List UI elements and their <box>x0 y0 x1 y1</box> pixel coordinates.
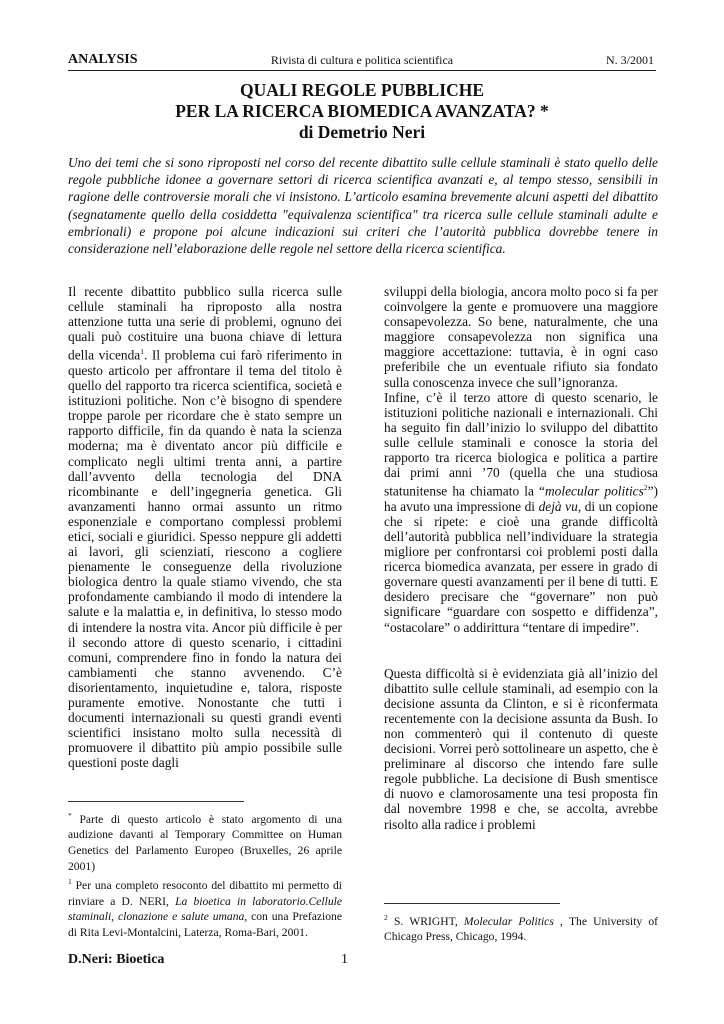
article-title <box>68 80 656 143</box>
footnote-ref: 1 <box>140 347 144 357</box>
running-header <box>68 52 656 71</box>
footnote-rule <box>384 903 560 904</box>
paragraph: Infine, c’è il terzo attore di questo scenario, le istituzioni politiche nazionali e internazionali. Chi ha seguito fin dall’inizio lo sviluppo del dibattito sulle cellule staminali e conosce la storia del rapporto tra ricerca biologica e politica a partire dai primi anni ’70 (quella che una studiosa statunitense ha chiamato la “molecular politics$^2$”) ha avuto una impressione di dejà vu, di un copione che si ripete: e cioè una grande difficoltà dell’autorità pubblica nell’individuare la strategia migliore per confrontarsi coi problemi posti dalla ricerca biomedica avanzata, per essere in grado di governare questi avanzamenti per il bene di tutti. E desidero precisare che “governare” non può significare “guardare con sospetto e diffidenza”, “ostacolare” o addirittura “tentare di impedire”. <box>384 389 659 635</box>
paragraph: Il recente dibattito pubblico sulla ricerca sulle cellule staminali ha riproposto alla nostra attenzione tutta una serie di problemi, ognuno dei quali può costituire una buona chiave di lettura della vicenda$^1$. Il problema cui farò riferimento in questo articolo per affrontare il tema del titolo è quello del rapporto tra ricerca scientifica, società e istituzioni politiche. Non c’è bisogno di spendere troppe parole per ricordare che è stato sempre un rapporto difficile, fin da quando è nata la scienza moderna; ma è diventato ancor più difficile e complicato negli ultimi trenta anni, a partire dall’avvento della tecnologia del DNA ricombinante e dell’ingegneria genetica. Gli avanzamenti hanno ormai assunto un ritmo esponenziale e comportano complessi problemi etici, sociali e giuridici. Spesso neppure gli addetti ai lavori, gli scienziati, riescono a cogliere pienamente le conseguenze della rivoluzione biologica dentro la quale stiamo vivendo, che sta profondamente cambiando il modo di intendere la salute e la malattia e, in definitiva, lo stesso modo di intendere la nostra vita. Ancor più difficile è per il secondo attore di questo scenario, i cittadini comuni, comprendere fino in fondo la natura dei cambiamenti che stanno avvenendo. C’è disorientamento, inquietudine e, talora, risposte puramente emotive. Nonostante che tutti i documenti internazionali su questi grandi eventi scientifici insistano molto sulla necessità di promuovere il dibattito più ampio possibile sulle questioni poste dagli <box>68 284 343 771</box>
journal-name: ANALYSIS <box>68 52 138 67</box>
paragraph: sviluppi della biologia, ancora molto poco si fa per coinvolgere la gente e promuovere una maggiore consapevolezza. So bene, naturalmente, che una maggiore consapevolezza non significa una maggiore accettazione: tuttavia, è in ogni caso preferibile che un eventuale rifiuto sia fondato sulla conoscenza invece che sull’ignoranza. <box>384 284 658 390</box>
footnote-1: $^1$ Per una completo resoconto del dibattito mi permetto di rinviare a D. NERI, La bioetica in laboratorio.Cellule staminali, clonazione e salute umana, con una Prefazione di Rita Levi-Montalcini, Laterza, Roma-Bari, 2001. <box>68 877 343 939</box>
author-byline: di Demetrio Neri <box>298 122 426 142</box>
term-molecular-politics: molecular politics <box>545 483 644 499</box>
footnote-rule <box>68 801 244 802</box>
footnote-star: * Parte di questo articolo è stato argomento di una audizione davanti al Temporary Committee on Human Genetics del Parlamento Europeo (Bruxelles, 26 aprile 2001) <box>68 811 342 873</box>
footer-label: D.Neri: Bioetica <box>68 952 165 967</box>
body-column-left <box>68 284 342 770</box>
title-line-1: QUALI REGOLE PUBBLICHE <box>239 80 485 100</box>
abstract: Uno dei temi che si sono riproposti nel corso del recente dibattito sulle cellule staminali è stato quello delle regole pubbliche idonee a governare settori di ricerca scientifica avanzati e, al tempo stesso, sensibili in ragione delle controversie morali che vi insistono. L’articolo esamina brevemente alcuni aspetti del dibattito (segnatamente quello della cosiddetta "equivalenza scientifica" tra ricerca sulle cellule staminali adulte e embrionali) e propone poi alcune indicazioni sui criteri che l’autorità pubblica dovrebbe tenere in considerazione nell’elaborazione delle regole nel settore della ricerca scientifica. <box>68 155 658 257</box>
title-line-2: PER LA RICERCA BIOMEDICA AVANZATA? * <box>175 101 549 121</box>
footnotes-right <box>384 910 658 945</box>
paragraph-gap <box>384 635 658 666</box>
footnote-2: $^2$ S. WRIGHT, Molecular Politics , The University of Chicago Press, Chicago, 1994. <box>384 913 658 944</box>
paragraph: Questa difficoltà si è evidenziata già all’inizio del dibattito sulle cellule staminali, ad esempio con la decisione assunta da Clinton, e si è riconfermata recentemente con la decisione assunta da Bush. Io non commenterò qui il contenuto di queste decisioni. Vorrei però sottolineare un aspetto, che è preliminare al discorso che intendo fare sulle regole pubbliche. La decisione di Bush smentisce di nuovo e clamorosamente una tesi proposta fin dal novembre 1998 e che, se accolta, avrebbe risolto alla radice i problemi <box>384 665 658 832</box>
footnote-ref: 2 <box>643 483 648 493</box>
issue-number: N. 3/2001 <box>606 53 654 67</box>
body-column-right <box>384 284 658 832</box>
term-deja-vu: dejà vu <box>538 498 578 514</box>
page-number: 1 <box>341 952 348 967</box>
journal-subtitle: Rivista di cultura e politica scientifica <box>270 53 454 67</box>
footnotes-left <box>68 808 342 940</box>
